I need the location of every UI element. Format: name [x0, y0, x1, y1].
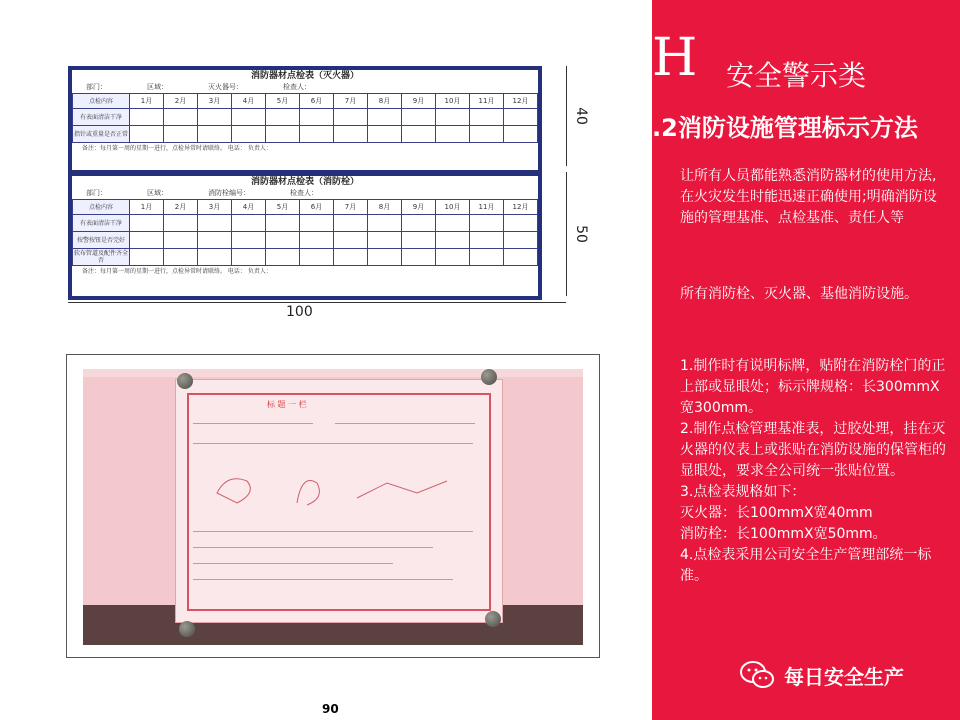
month-cell: 9月 [402, 200, 436, 215]
month-cell: 7月 [334, 200, 368, 215]
brand-watermark [740, 660, 904, 690]
method-item: 灭火器：长100mmX宽40mm [680, 505, 873, 521]
month-cell: 11月 [470, 94, 504, 109]
plate-line [193, 563, 393, 564]
month-cell: 5月 [266, 200, 300, 215]
dimension-line-40 [566, 66, 567, 166]
purpose-paragraph: 让所有人员都能熟悉消防器材的使用方法,在火灾发生时能迅速正确使用;明确消防设施的管理基准、点检基准、责任人等 [680, 168, 937, 226]
method-item: 1.制作时有说明标牌，贴附在消防栓门的正上部或显眼处；标示牌规格：长300mmX宽300mm。 [680, 358, 946, 416]
month-cell: 4月 [232, 94, 266, 109]
month-cell: 4月 [232, 200, 266, 215]
table-meta [72, 82, 538, 93]
table-header-row [73, 94, 538, 109]
month-cell: 2月 [164, 200, 198, 215]
table-row [73, 126, 538, 143]
month-cell: 2月 [164, 94, 198, 109]
extinguisher-check-table [68, 66, 542, 174]
meta-unit: 消防栓编号： [208, 189, 250, 197]
row-label: 有表面清洁干净 [73, 109, 130, 126]
month-cell: 11月 [470, 200, 504, 215]
row-label: 软布管道及配件齐全否 [73, 250, 128, 264]
bolt-icon [177, 373, 193, 389]
month-cell: 12月 [504, 94, 538, 109]
signboard-photo [66, 354, 600, 658]
meta-dept: 部门： [86, 83, 107, 91]
row-label: 按警按钮是否完好 [73, 232, 130, 249]
dimension-label-40: 40 [572, 107, 589, 125]
method-item: 3.点检表规格如下： [680, 484, 806, 500]
photo-wall-top [83, 369, 583, 377]
brand-label: 每日安全生产 [784, 664, 904, 689]
plate-line [193, 579, 453, 580]
bolt-icon [481, 369, 497, 385]
row-label: 指针或重量是否正常 [73, 126, 130, 143]
meta-inspector: 检查人： [290, 189, 318, 197]
month-cell: 6月 [300, 200, 334, 215]
table-row [73, 215, 538, 232]
bolt-icon [179, 621, 195, 637]
wechat-icon [740, 660, 774, 690]
month-cell: 6月 [300, 94, 334, 109]
plate-line [193, 443, 473, 444]
month-cell: 10月 [436, 94, 470, 109]
table-meta [72, 188, 538, 199]
month-cell: 3月 [198, 200, 232, 215]
method-item: 2.制作点检管理基准表，过胶处理，挂在灭火器的仪表上或张贴在消防设施的保管柜的显眼处，要求全公司统一张贴位置。 [680, 421, 946, 479]
header-label: 点检内容 [73, 200, 130, 215]
check-grid [72, 93, 538, 143]
page-number: 90 [322, 702, 339, 716]
month-cell: 5月 [266, 94, 300, 109]
table-header-row [73, 200, 538, 215]
table-footer: 备注：每月第一周的星期一进行，点检异常时请联络。 电话： 负责人： [82, 145, 272, 152]
month-cell: 10月 [436, 200, 470, 215]
dimension-line-50 [566, 172, 567, 296]
check-grid [72, 199, 538, 266]
dimension-line-100 [68, 302, 566, 303]
table-title: 消防器材点检表（灭火器） [250, 71, 359, 81]
plate-line [193, 423, 313, 424]
month-cell: 9月 [402, 94, 436, 109]
row-label: 有表面清洁干净 [73, 215, 130, 232]
method-item: 消防栓：长100mmX宽50mm。 [680, 526, 887, 542]
hydrant-check-table [68, 172, 542, 300]
method-list [680, 356, 950, 587]
month-cell: 8月 [368, 94, 402, 109]
method-item: 4.点检表采用公司安全生产管理部统一标准。 [680, 547, 932, 584]
plate-line [193, 531, 473, 532]
plate-title: 标 题 一 栏 [267, 400, 307, 409]
scope-paragraph: 所有消防栓、灭火器、基他消防设施。 [680, 286, 918, 302]
dimension-label-50: 50 [572, 225, 589, 243]
month-cell: 7月 [334, 94, 368, 109]
plate-line [335, 423, 475, 424]
meta-area: 区域： [147, 189, 168, 197]
bolt-icon [485, 611, 501, 627]
plate-line [193, 547, 433, 548]
dimension-label-100: 100 [286, 304, 313, 320]
meta-area: 区域： [147, 83, 168, 91]
table-footer: 备注：每月第一周的星期一进行，点检异常时请联络。 电话： 负责人： [82, 268, 272, 275]
header-label: 点检内容 [73, 94, 130, 109]
table-row [73, 249, 538, 266]
table-row [73, 232, 538, 249]
month-cell: 1月 [130, 200, 164, 215]
meta-unit: 灭火器号： [208, 83, 243, 91]
month-cell: 8月 [368, 200, 402, 215]
category-title: 安全警示类 [726, 59, 867, 92]
table-row [73, 109, 538, 126]
section-letter: H [652, 28, 698, 88]
month-cell: 12月 [504, 200, 538, 215]
meta-dept: 部门： [86, 189, 107, 197]
meta-inspector: 检查人： [283, 83, 311, 91]
table-title: 消防器材点检表（消防栓） [250, 177, 359, 187]
plate-illustration [207, 463, 467, 513]
month-cell: 3月 [198, 94, 232, 109]
red-info-panel [652, 0, 960, 720]
month-cell: 1月 [130, 94, 164, 109]
section-subheading: .2消防设施管理标示方法 [652, 114, 918, 142]
